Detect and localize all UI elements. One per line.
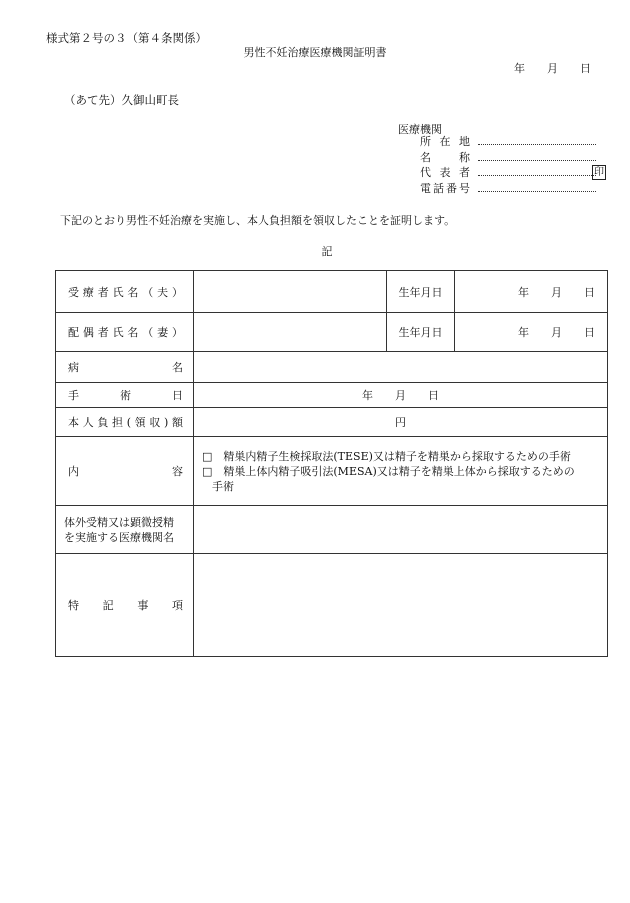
notes-field[interactable] bbox=[194, 554, 608, 657]
representative-label: 代表者 bbox=[420, 166, 470, 179]
surgery-date-row bbox=[56, 383, 608, 408]
ivf-clinic-row bbox=[56, 506, 608, 554]
patient-label-cell: 受療者氏名（夫） bbox=[56, 271, 194, 313]
option-mesa-continued: 手術 bbox=[212, 479, 234, 493]
address-line[interactable] bbox=[478, 144, 596, 145]
patient-name-field[interactable] bbox=[194, 271, 387, 313]
patient-birthdate-field[interactable]: 年 月 日 bbox=[455, 271, 608, 313]
spouse-name-field[interactable] bbox=[194, 313, 387, 352]
address-label: 所在地 bbox=[420, 135, 470, 148]
phone-line[interactable] bbox=[478, 191, 596, 192]
form-number: 様式第２号の３（第４条関係） bbox=[46, 31, 207, 45]
institution-rep-row bbox=[420, 165, 470, 180]
surgery-date-field[interactable]: 年 月 日 bbox=[194, 383, 608, 408]
spouse-label-cell: 配偶者氏名（妻） bbox=[56, 313, 194, 352]
option-mesa[interactable]: □ 精巣上体内精子吸引法(MESA)又は精子を精巣上体から採取するための bbox=[202, 464, 575, 478]
ki-heading: 記 bbox=[321, 245, 333, 258]
name-line[interactable] bbox=[478, 160, 596, 161]
surgery-date-label-cell: 手 術 日 bbox=[56, 383, 194, 408]
ivf-clinic-label-cell: 体外受精又は顕微授精 を実施する医療機関名 bbox=[56, 506, 194, 554]
option-tese[interactable]: □ 精巣内精子生検採取法(TESE)又は精子を精巣から採取するための手術 bbox=[202, 449, 571, 463]
disease-label-cell: 病 名 bbox=[56, 352, 194, 383]
issue-date: 年 月 日 bbox=[514, 62, 591, 75]
content-options bbox=[194, 437, 608, 506]
certification-statement: 下記のとおり男性不妊治療を実施し、本人負担額を領収したことを証明します。 bbox=[60, 214, 456, 227]
disease-field[interactable] bbox=[194, 352, 608, 383]
seal-box: 印 bbox=[594, 167, 604, 178]
spouse-birthdate-label: 生年月日 bbox=[387, 313, 455, 352]
notes-label-cell: 特 記 事 項 bbox=[56, 554, 194, 657]
phone-label: 電話番号 bbox=[420, 182, 470, 195]
notes-row bbox=[56, 554, 608, 657]
certificate-table bbox=[55, 270, 608, 657]
spouse-birthdate-field[interactable]: 年 月 日 bbox=[455, 313, 608, 352]
disease-row bbox=[56, 352, 608, 383]
spouse-row bbox=[56, 313, 608, 352]
cost-row bbox=[56, 408, 608, 437]
institution-heading: 医療機関 bbox=[398, 123, 442, 136]
content-label-cell: 内 容 bbox=[56, 437, 194, 506]
patient-row bbox=[56, 271, 608, 313]
ivf-clinic-field[interactable] bbox=[194, 506, 608, 554]
content-row bbox=[56, 437, 608, 506]
institution-address-row bbox=[420, 134, 470, 149]
document-title: 男性不妊治療医療機関証明書 bbox=[243, 46, 387, 59]
cost-field[interactable]: 円 bbox=[194, 408, 608, 437]
representative-line[interactable] bbox=[478, 175, 596, 176]
institution-phone-row bbox=[420, 181, 470, 196]
patient-birthdate-label: 生年月日 bbox=[387, 271, 455, 313]
addressee: （あて先）久御山町長 bbox=[64, 93, 179, 107]
institution-name-row bbox=[420, 150, 470, 165]
cost-label-cell: 本人負担(領収)額 bbox=[56, 408, 194, 437]
name-label: 名 称 bbox=[420, 151, 470, 164]
